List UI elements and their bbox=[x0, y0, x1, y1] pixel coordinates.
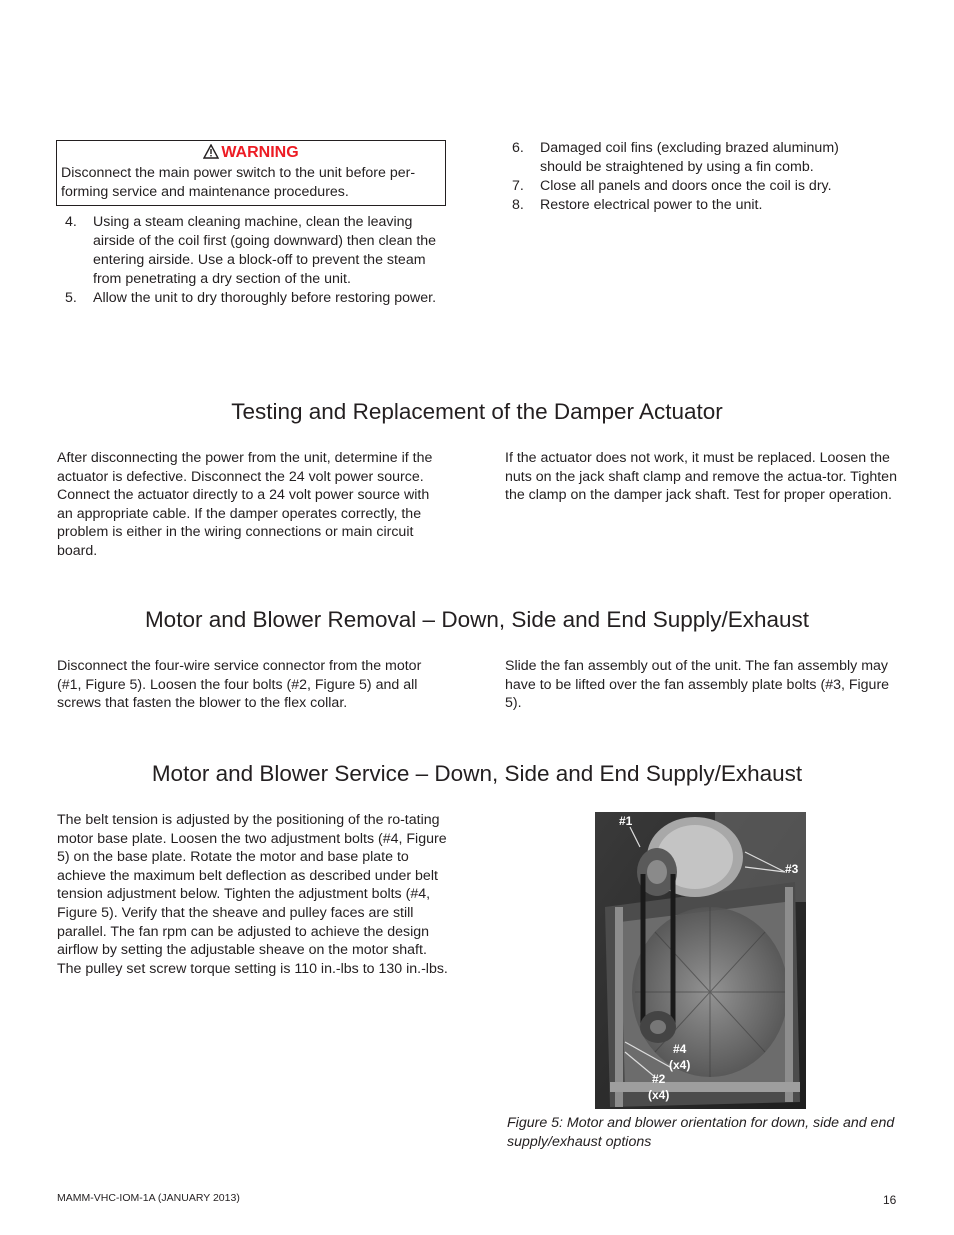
figure-label-2-count: (x4) bbox=[648, 1088, 670, 1102]
figure-label-2: #2 bbox=[652, 1072, 666, 1086]
section1-left-paragraph: After disconnecting the power from the unit, determine if the actuator is defective. Disconnect the 24 volt power source. Connect the actuator directly to a 24 volt power source with an appropriate cable. If the damper operates correctly, the problem is either in the wiring connections or main circuit board. bbox=[57, 450, 433, 559]
list-item: 8. Restore electrical power to the unit. bbox=[512, 197, 763, 213]
figure-5-photo bbox=[595, 812, 806, 1109]
section-heading-motor-blower-removal: Motor and Blower Removal – Down, Side and End Supply/Exhaust bbox=[144, 607, 810, 632]
warning-triangle-icon bbox=[203, 144, 219, 159]
section2-right-paragraph: Slide the fan assembly out of the unit. The fan assembly may have to be lifted over the fan assembly plate bolts (#3, Figure 5). bbox=[505, 658, 890, 712]
steps-right-list bbox=[504, 139, 864, 215]
figure-label-3: #3 bbox=[785, 862, 799, 876]
list-item: 6. Damaged coil fins (excluding brazed aluminum) should be straightened by using a fin comb. bbox=[512, 140, 839, 175]
figure-5-caption: Figure 5: Motor and blower orientation for down, side and end supply/exhaust options bbox=[507, 1115, 895, 1150]
figure-label-4-count: (x4) bbox=[669, 1058, 691, 1072]
warning-heading bbox=[57, 143, 445, 163]
figure-label-1: #1 bbox=[619, 814, 633, 828]
list-item: 7. Close all panels and doors once the coil is dry. bbox=[512, 178, 832, 194]
warning-text: Disconnect the main power switch to the unit before per-forming service and maintenance procedures. bbox=[61, 165, 416, 200]
steps-left-list bbox=[57, 213, 452, 308]
section1-right-paragraph: If the actuator does not work, it must be replaced. Loosen the nuts on the jack shaft clamp and remove the actua-tor. Tighten the clamp on the damper jack shaft. Test for proper operation. bbox=[505, 450, 897, 504]
list-item: 4. Using a steam cleaning machine, clean the leaving airside of the coil first (going downward) then clean the entering airside. Use a block-off to prevent the steam from penetrating a dry section of the unit. bbox=[65, 214, 437, 287]
list-item: 5. Allow the unit to dry thoroughly before restoring power. bbox=[65, 290, 437, 306]
warning-title: WARNING bbox=[221, 144, 299, 161]
footer-doc-id: MAMM-VHC-IOM-1A (JANUARY 2013) bbox=[57, 1192, 240, 1204]
section2-left-paragraph: Disconnect the four-wire service connector from the motor (#1, Figure 5). Loosen the four bolts (#2, Figure 5) and all screws that fasten the blower to the flex collar. bbox=[57, 658, 422, 712]
motor-blower-illustration bbox=[595, 812, 806, 1109]
section-heading-motor-blower-service: Motor and Blower Service – Down, Side and End Supply/Exhaust bbox=[151, 761, 803, 786]
page-number: 16 bbox=[883, 1193, 897, 1207]
warning-box bbox=[56, 140, 446, 206]
section3-left-paragraph: The belt tension is adjusted by the positioning of the ro-tating motor base plate. Loosen the two adjustment bolts (#4, Figure 5) on the base plate. Rotate the motor and base plate to achieve the maximum belt deflection as described under belt tension adjustment below. Tighten the adjustment bolts (#4, Figure 5). Verify that the sheave and pulley faces are still parallel. The fan rpm can be adjusted to achieve the design airflow by setting the adjustable sheave on the motor shaft. The pulley set screw torque setting is 110 in.-lbs to 130 in.-lbs. bbox=[57, 812, 448, 977]
figure-label-4: #4 bbox=[673, 1042, 687, 1056]
section-heading-damper-actuator: Testing and Replacement of the Damper Actuator bbox=[231, 399, 723, 424]
